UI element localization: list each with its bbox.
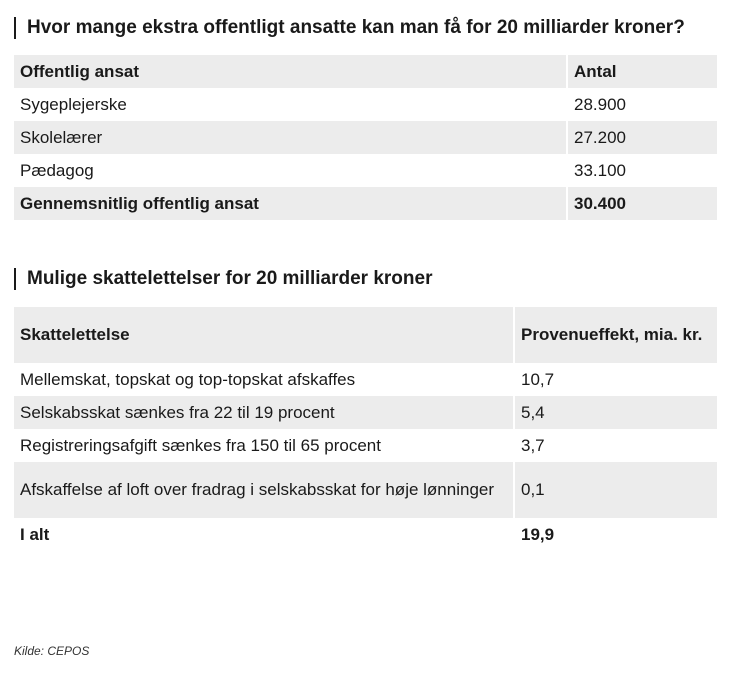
tax-cut-cell: Registreringsafgift sænkes fra 150 til 65 procent xyxy=(14,429,514,462)
table-row xyxy=(14,121,717,154)
table-total-row xyxy=(14,518,717,551)
column-header-tax-cut: Skattelettelse xyxy=(14,307,514,363)
total-value-cell: 19,9 xyxy=(521,524,555,544)
employee-cell: Skolelærer xyxy=(14,121,567,154)
revenue-effect-cell: 0,1 xyxy=(521,480,545,499)
count-cell: 33.100 xyxy=(574,160,626,180)
table-header-row xyxy=(14,55,717,88)
table1-title: Hvor mange ekstra offentligt ansatte kan man få for 20 milliarder kroner? xyxy=(14,17,685,39)
table-row xyxy=(14,88,717,121)
revenue-effect-cell: 3,7 xyxy=(521,435,545,455)
column-header-employee: Offentlig ansat xyxy=(14,55,567,88)
tax-cut-cell: Selskabsskat sænkes fra 22 til 19 procent xyxy=(14,396,514,429)
total-label-cell: I alt xyxy=(14,518,514,551)
table2-title: Mulige skattelettelser for 20 milliarder kroner xyxy=(14,268,433,290)
total-value-cell: 30.400 xyxy=(574,193,626,213)
table-row xyxy=(14,363,717,396)
table-row xyxy=(14,396,717,429)
table-row xyxy=(14,429,717,462)
tax-cuts-table xyxy=(14,307,717,551)
employee-cell: Pædagog xyxy=(14,154,567,187)
table-header-row xyxy=(14,307,717,363)
table-row xyxy=(14,154,717,187)
count-cell: 27.200 xyxy=(574,127,626,147)
column-header-revenue-effect: Provenueffekt, mia. kr. xyxy=(521,325,703,344)
column-header-count: Antal xyxy=(574,61,617,81)
source-credit: Kilde: CEPOS xyxy=(14,644,90,658)
tax-cut-cell: Mellemskat, topskat og top-topskat afskaffes xyxy=(14,363,514,396)
total-label-cell: Gennemsnitlig offentlig ansat xyxy=(14,187,567,220)
table-total-row xyxy=(14,187,717,220)
public-employees-table xyxy=(14,55,717,220)
table-row xyxy=(14,462,717,518)
tax-cut-cell: Afskaffelse af loft over fradrag i selskabsskat for høje lønninger xyxy=(14,462,514,518)
count-cell: 28.900 xyxy=(574,94,626,114)
revenue-effect-cell: 10,7 xyxy=(521,369,555,389)
employee-cell: Sygeplejerske xyxy=(14,88,567,121)
revenue-effect-cell: 5,4 xyxy=(521,402,545,422)
